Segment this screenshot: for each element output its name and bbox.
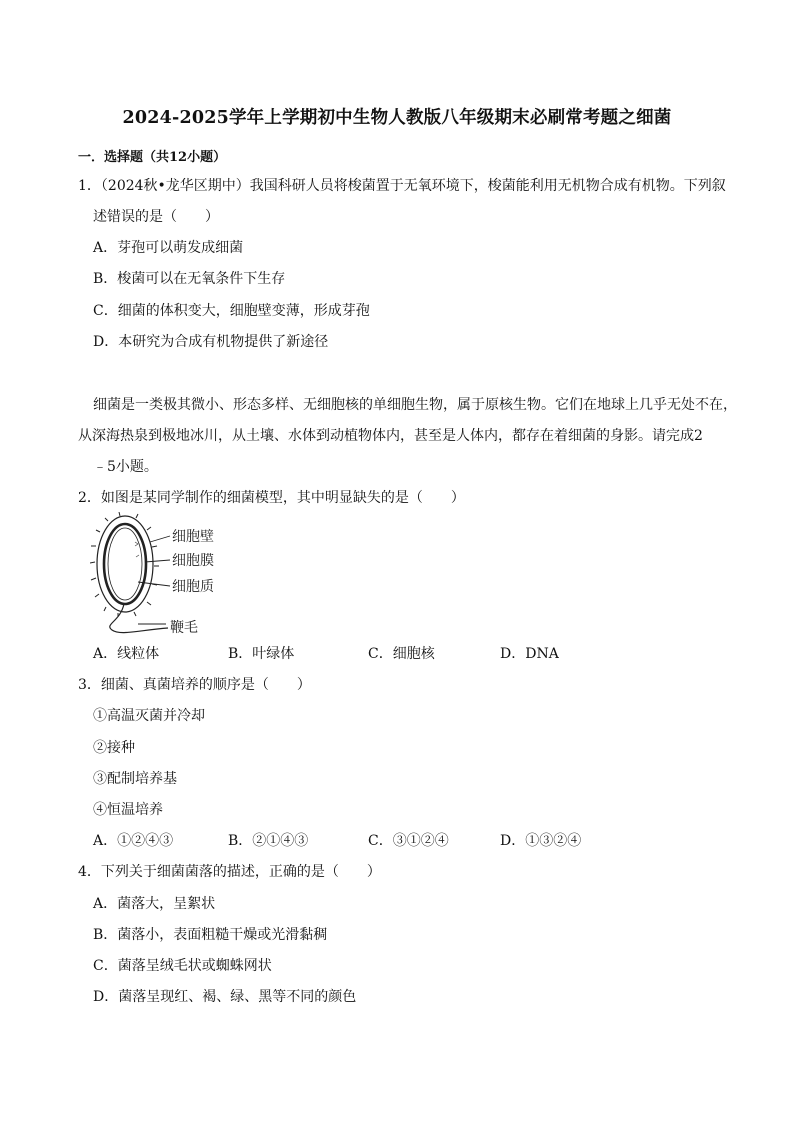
figure-label-cell-membrane: 细胞膜	[172, 553, 214, 569]
q3-step-4: ④恒温培养	[93, 802, 163, 818]
q3-step-2: ②接种	[93, 740, 135, 756]
q4-stem: 4．下列关于细菌菌落的描述，正确的是（ ）	[78, 864, 381, 880]
section-heading: 一．选择题（共12小题）	[78, 150, 227, 165]
q4-option-a: A．菌落大，呈絮状	[93, 896, 216, 912]
q1-option-c: C．细菌的体积变大，细胞壁变薄，形成芽孢	[93, 303, 370, 319]
q3-option-c: C．③①②④	[368, 833, 449, 849]
q2-option-c: C．细胞核	[368, 646, 435, 662]
passage-line3: ﹣5小题。	[93, 459, 158, 475]
figure-label-flagellum: 鞭毛	[170, 620, 198, 636]
q4-option-b: B．菌落小，表面粗糙干燥或光滑黏稠	[93, 927, 328, 943]
figure-label-cytoplasm: 细胞质	[172, 579, 214, 595]
q4-option-c: C．菌落呈绒毛状或蜘蛛网状	[93, 958, 272, 974]
cytoplasm-shape	[108, 528, 142, 600]
q4-option-d: D．菌落呈现红、褐、绿、黑等不同的颜色	[93, 989, 357, 1005]
q3-option-d: D．①③②④	[500, 833, 582, 849]
bacteria-model-figure	[90, 512, 240, 640]
q3-step-1: ①高温灭菌并冷却	[93, 708, 205, 724]
q3-option-b: B．②①④③	[228, 833, 309, 849]
q2-option-d: D．DNA	[500, 646, 559, 662]
page-title: 2024-2025学年上学期初中生物人教版八年级期末必刷常考题之细菌	[122, 108, 672, 128]
passage-line1: 细菌是一类极其微小、形态多样、无细胞核的单细胞生物，属于原核生物。它们在地球上几乎无处不在，	[93, 397, 737, 413]
figure-label-cell-wall: 细胞壁	[172, 529, 214, 545]
q1-option-d: D．本研究为合成有机物提供了新途径	[93, 334, 329, 350]
q3-option-a: A．①②④③	[93, 833, 174, 849]
q2-stem: 2．如图是某同学制作的细菌模型，其中明显缺失的是（ ）	[78, 490, 465, 506]
q3-stem: 3．细菌、真菌培养的顺序是（ ）	[78, 677, 311, 693]
q1-option-b: B．梭菌可以在无氧条件下生存	[93, 271, 286, 287]
q1-stem-line1: 1．（2024秋•龙华区期中）我国科研人员将梭菌置于无氧环境下，梭菌能利用无机物合成有机物。下列叙	[78, 178, 726, 194]
q3-step-3: ③配制培养基	[93, 771, 177, 787]
q2-option-b: B．叶绿体	[228, 646, 295, 662]
q1-option-a: A．芽孢可以萌发成细菌	[93, 240, 244, 256]
passage-line2: 从深海热泉到极地冰川，从土壤、水体到动植物体内，甚至是人体内，都存在着细菌的身影。请完成2	[78, 428, 703, 444]
q1-stem-line2: 述错误的是（ ）	[93, 209, 219, 225]
q2-option-a: A．线粒体	[93, 646, 160, 662]
